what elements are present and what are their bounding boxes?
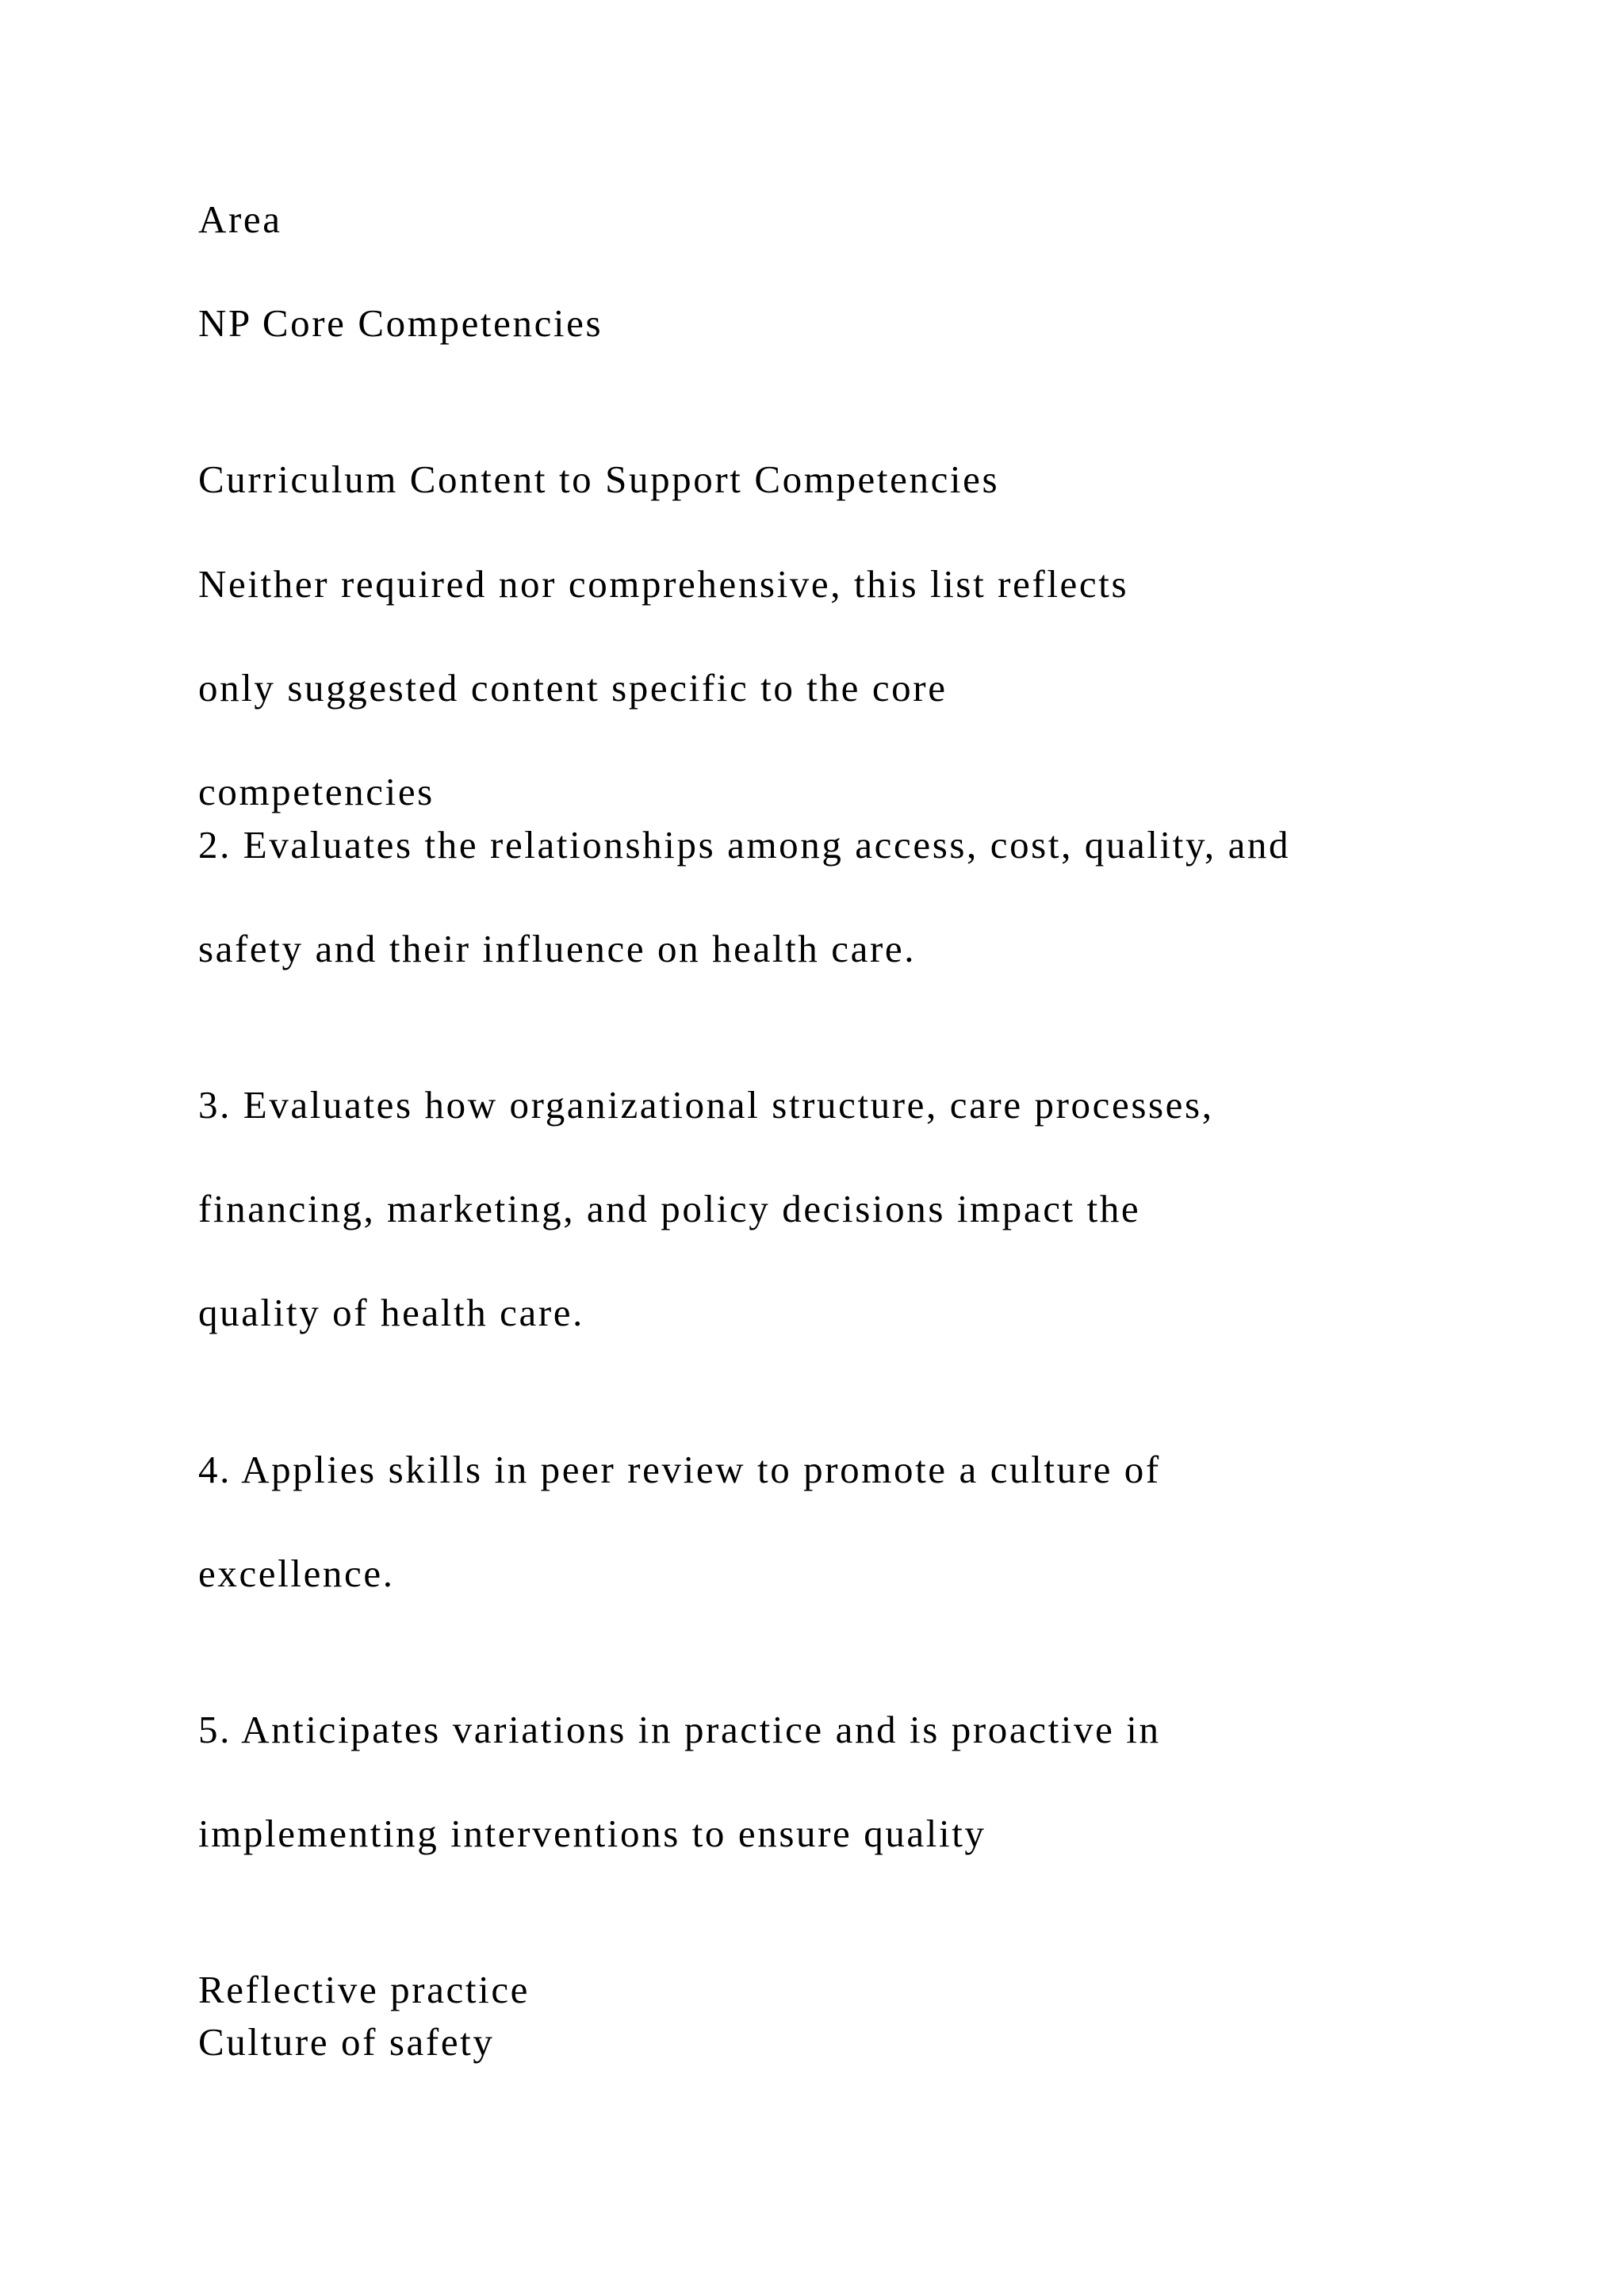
competency-4-line: excellence.	[198, 1552, 395, 1595]
competency-4-line: 4. Applies skills in peer review to promote a culture of	[198, 1448, 1161, 1491]
area-label: Area	[198, 197, 282, 241]
competency-5-line: implementing interventions to ensure quality	[198, 1812, 986, 1855]
competency-3-line: quality of health care.	[198, 1291, 584, 1334]
competency-3-line: 3. Evaluates how organizational structure, care processes,	[198, 1083, 1214, 1127]
curriculum-item: Reflective practice	[198, 1968, 530, 2011]
curriculum-item: Culture of safety	[198, 2020, 495, 2064]
competency-2-line: 2. Evaluates the relationships among access, cost, quality, and	[198, 823, 1291, 867]
curriculum-note-line: Neither required nor comprehensive, this list reflects	[198, 562, 1129, 606]
competencies-heading: NP Core Competencies	[198, 301, 603, 345]
competency-2-line: safety and their influence on health care.	[198, 927, 917, 970]
competency-5-line: 5. Anticipates variations in practice and is proactive in	[198, 1708, 1161, 1751]
curriculum-heading: Curriculum Content to Support Competencies	[198, 457, 1000, 501]
curriculum-note-line: only suggested content specific to the core	[198, 666, 948, 710]
competency-3-line: financing, marketing, and policy decisions impact the	[198, 1187, 1141, 1230]
curriculum-note-line: competencies	[198, 770, 435, 813]
